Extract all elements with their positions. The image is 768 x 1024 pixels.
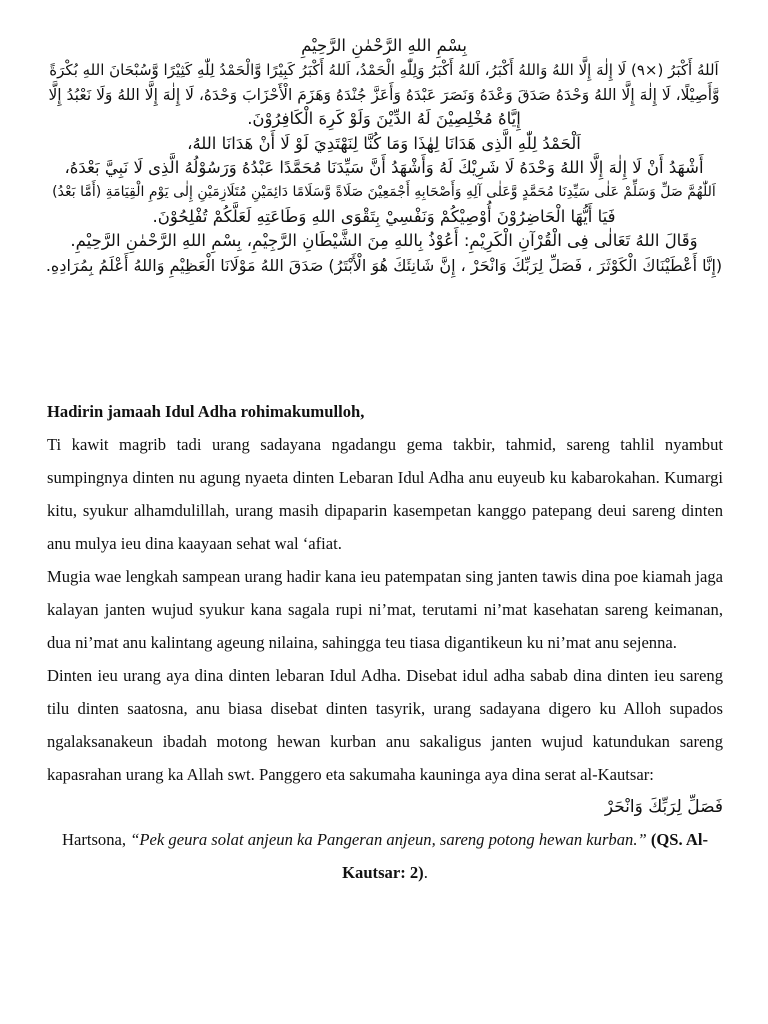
- arabic-line-wasiat: فَيَا أَيُّهَا الْحَاضِرُوْنَ أُوْصِيْكُمْ وَنَفْسِيْ بِتَقْوَى اللهِ وَطَاعَتِهِ لَعَلَّكُمْ تُفْلِحُوْنَ.: [152, 206, 616, 226]
- paragraph-syukur: Mugia wae lengkah sampean urang hadir kana ieu patempatan sing janten tawis dina poe kiamah jaga kalayan janten wujud syukur kana sagala rupi ni’mat, terutami ni’mat kasehatan sareng keimanan, dua ni’mat anu kalintang ageung nilaina, sahingga teu tiasa digantikeun ku ni’mat anu sejenna.: [47, 567, 723, 652]
- arabic-line-ikhlas: إِيَّاهُ مُخْلِصِيْنَ لَهُ الدِّيْنَ وَلَوْ كَرِهَ الْكَافِرُوْنَ.: [247, 109, 521, 129]
- basmalah: بِسْمِ اللهِ الرَّحْمٰنِ الرَّحِيْمِ: [301, 36, 467, 55]
- paragraph-takbir: Ti kawit magrib tadi urang sadayana ngadangu gema takbir, tahmid, sareng tahlil nyambut sumpingnya dinten nu agung nyaeta dinten Lebaran Idul Adha anu euyeub ku kabarokahan. Kumargi kitu, syukur alhamdulillah, urang masih dipaparin kasempetan kanggo patepang deui sareng dinten anu mulya ieu dina kaayaan sehat wal ‘afiat.: [47, 435, 723, 553]
- paragraph-idul-adha: Dinten ieu urang aya dina dinten lebaran Idul Adha. Disebat idul adha sabab dina dinten ieu sareng tilu dinten saatosna, anu biasa disebat dinten tasyrik, urang sadayana digero ku Alloh supados ngalaksanakeun ibadah motong hewan kurban anu sakaligus janten wujud katundukan sareng kapasrahan urang ka Allah swt. Panggero eta sakumaha kauninga aya dina serat al-Kautsar:: [47, 666, 723, 784]
- arabic-line-syahadat: أَشْهَدُ أَنْ لَا إِلٰهَ إِلَّا اللهُ وَحْدَهُ لَا شَرِيْكَ لَهُ وَأَشْهَدُ أَنَّ سَيِّدَنَا مُحَمَّدًا عَبْدُهُ وَرَسُوْلُهُ الَّذِى لَا نَبِيَّ بَعْدَهُ،: [64, 158, 704, 178]
- arabic-line-taawudz: وَقَالَ اللهُ تَعَالٰى فِى الْقُرْآنِ الْكَرِيْمِ: أَعُوْذُ بِاللهِ مِنَ الشَّيْطَانِ الرَّجِيْمِ، بِسْمِ اللهِ الرَّحْمٰنِ الرَّحِيْمِ.: [70, 231, 698, 251]
- verse-reference: (QS. Al-Kautsar: 2): [342, 830, 709, 882]
- greeting-heading: Hadirin jamaah Idul Adha rohimakumulloh,: [47, 402, 365, 421]
- translation-quote: “Pek geura solat anjeun ka Pangeran anjeun, sareng potong hewan kurban.”: [130, 830, 647, 849]
- khutbah-body: [47, 395, 723, 889]
- arabic-opening: [44, 34, 724, 278]
- arabic-line-al-kautsar: (إِنَّا أَعْطَيْنَاكَ الْكَوْثَرَ ، فَصَلِّ لِرَبِّكَ وَانْحَرْ ، إِنَّ شَانِئَكَ هُوَ الْأَبْتَرُ) صَدَقَ اللهُ مَوْلَانَا الْعَظِيْمِ وَاللهُ أَعْلَمُ بِمُرَادِهِ.: [45, 255, 723, 275]
- arabic-line-hamdalah: اَلْحَمْدُ لِلّٰهِ الَّذِى هَدَانَا لِهٰذَا وَمَا كُنَّا لِنَهْتَدِيَ لَوْ لَا أَنْ هَدَانَا اللهُ،: [187, 133, 581, 153]
- translation-prefix: Hartsona,: [61, 830, 131, 849]
- verse-translation: [47, 823, 723, 889]
- arabic-line-sholawat: اَللّٰهُمَّ صَلِّ وَسَلِّمْ عَلٰى سَيِّدِنَا مُحَمَّدٍ وَّعَلٰى آلِهِ وَأَصْحَابِهِ أَجْمَعِيْنَ صَلَاةً وَّسَلَامًا دَائِمَيْنِ مُتَلَازِمَيْنِ إِلٰى يَوْمِ الْقِيَامَةِ (أَمَّا بَعْدُ): [52, 184, 716, 201]
- arabic-line-tahlil: وَّأَصِيْلًا، لَا إِلٰهَ إِلَّا اللهُ وَحْدَهُ صَدَقَ وَعْدَهُ وَنَصَرَ عَبْدَهُ وَأَعَزَّ جُنْدَهُ وَهَزَمَ الْأَحْزَابَ وَحْدَهُ، لَا إِلٰهَ إِلَّا اللهُ وَلَا نَعْبُدُ إِلَّا: [48, 85, 720, 104]
- arabic-line-takbir: اَللهُ أَكْبَرُ (×٩) لَا إِلٰهَ إِلَّا اللهُ وَاللهُ أَكْبَرُ، اَللهُ أَكْبَرُ وَلِلّٰهِ الْحَمْدُ، اَللهُ أَكْبَرُ كَبِيْرًا وَّالْحَمْدُ لِلّٰهِ كَثِيْرًا وَّسُبْحَانَ اللهِ بُكْرَةً: [49, 61, 719, 80]
- translation-suffix: .: [423, 863, 428, 882]
- quran-verse: فَصَلِّ لِرَبِّكَ وَانْحَرْ: [604, 797, 723, 817]
